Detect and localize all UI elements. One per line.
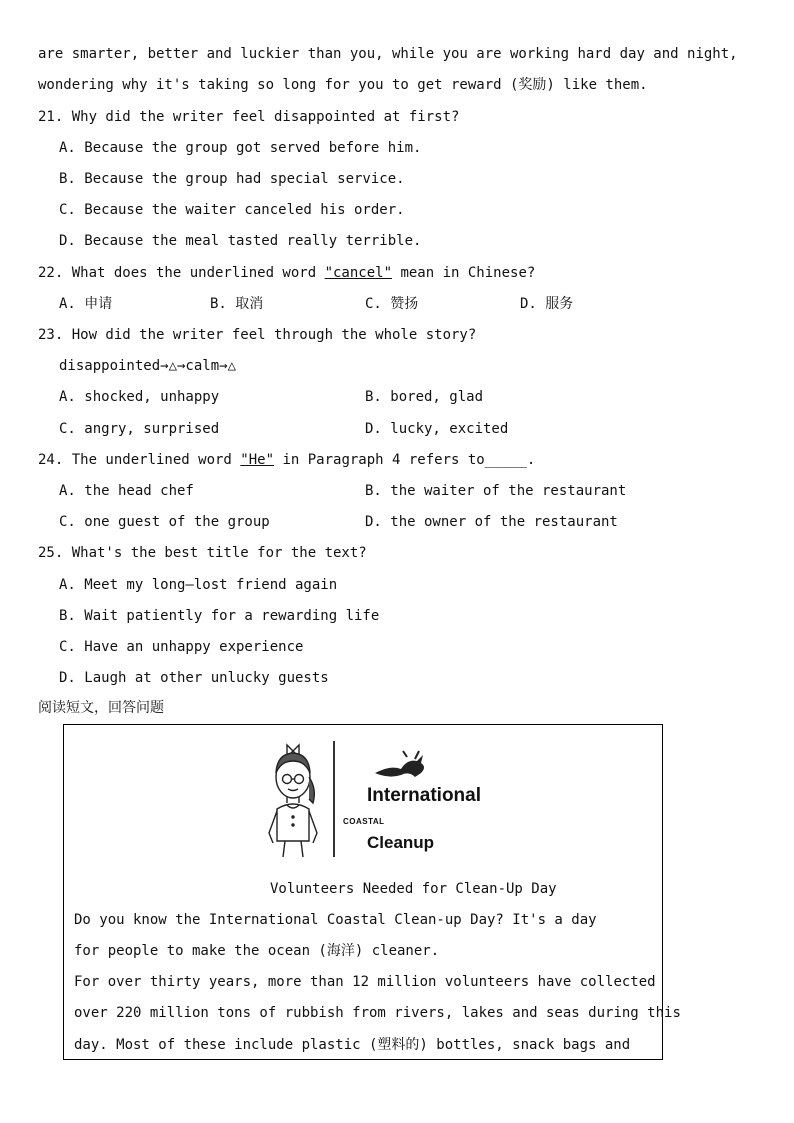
passage-line-3: For over thirty years, more than 12 million volunteers have collected <box>74 974 656 990</box>
coastal-cleanup-logo <box>259 737 481 861</box>
q23-option-d: D. lucky, excited <box>365 421 509 437</box>
volunteer-girl-illustration <box>259 737 331 861</box>
q24-option-d: D. the owner of the restaurant <box>365 514 618 530</box>
section-heading: 阅读短文，回答问题 <box>38 700 164 716</box>
q24-text-before: 24. The underlined word <box>38 452 241 468</box>
passage-line-1: Do you know the International Coastal Clean-up Day? It's a day <box>74 912 597 928</box>
logo-text-cleanup: Cleanup <box>367 833 435 852</box>
q21-option-d: D. Because the meal tasted really terrible. <box>59 233 422 249</box>
q23-option-a: A. shocked, unhappy <box>59 389 220 405</box>
q25-option-d: D. Laugh at other unlucky guests <box>59 670 329 686</box>
question-23: 23. How did the writer feel through the whole story? <box>38 327 477 343</box>
q24-option-a: A. the head chef <box>59 483 194 499</box>
q22-option-d: D. 服务 <box>520 296 574 312</box>
q24-text-after: in Paragraph 4 refers to_____. <box>274 452 536 468</box>
logo-text-coastal: COASTAL <box>343 817 385 826</box>
q25-option-c: C. Have an unhappy experience <box>59 639 304 655</box>
passage-line-2: for people to make the ocean (海洋) cleaner. <box>74 943 440 959</box>
question-25: 25. What's the best title for the text? <box>38 545 367 561</box>
passage-line-5: day. Most of these include plastic (塑料的) bottles, snack bags and <box>74 1037 631 1053</box>
question-24 <box>38 450 535 470</box>
q22-text-after: mean in Chinese? <box>392 265 536 281</box>
question-21: 21. Why did the writer feel disappointed at first? <box>38 109 460 125</box>
passage-box <box>63 724 681 1060</box>
intro-line-2: wondering why it's taking so long for you to get reward (奖励) like them. <box>38 77 648 93</box>
q22-underlined-word: "cancel" <box>324 265 393 281</box>
logo-divider <box>333 741 335 857</box>
passage-title: Volunteers Needed for Clean-Up Day <box>270 881 557 897</box>
q24-option-b: B. the waiter of the restaurant <box>365 483 627 499</box>
q23-option-b: B. bored, glad <box>365 389 484 405</box>
q22-option-c: C. 赞扬 <box>365 296 419 312</box>
logo-text-international: International <box>367 785 482 806</box>
q22-option-b: B. 取消 <box>210 296 264 312</box>
q21-option-b: B. Because the group had special service. <box>59 171 405 187</box>
q25-option-b: B. Wait patiently for a rewarding life <box>59 608 380 624</box>
intro-line-1: are smarter, better and luckier than you, while you are working hard day and night, <box>38 46 738 62</box>
q22-text-before: 22. What does the underlined word <box>38 265 325 281</box>
sea-turtle-icon <box>371 747 431 781</box>
q21-option-c: C. Because the waiter canceled his order. <box>59 202 405 218</box>
q21-option-a: A. Because the group got served before him. <box>59 140 422 156</box>
question-22 <box>38 263 535 283</box>
q24-option-c: C. one guest of the group <box>59 514 270 530</box>
q23-feeling-chain: disappointed→△→calm→△ <box>59 358 237 374</box>
q25-option-a: A. Meet my long—lost friend again <box>59 577 338 593</box>
q22-option-a: A. 申请 <box>59 296 113 312</box>
q24-underlined-word: "He" <box>240 452 275 468</box>
passage-line-4: over 220 million tons of rubbish from rivers, lakes and seas during this <box>74 1005 681 1021</box>
q23-option-c: C. angry, surprised <box>59 421 220 437</box>
